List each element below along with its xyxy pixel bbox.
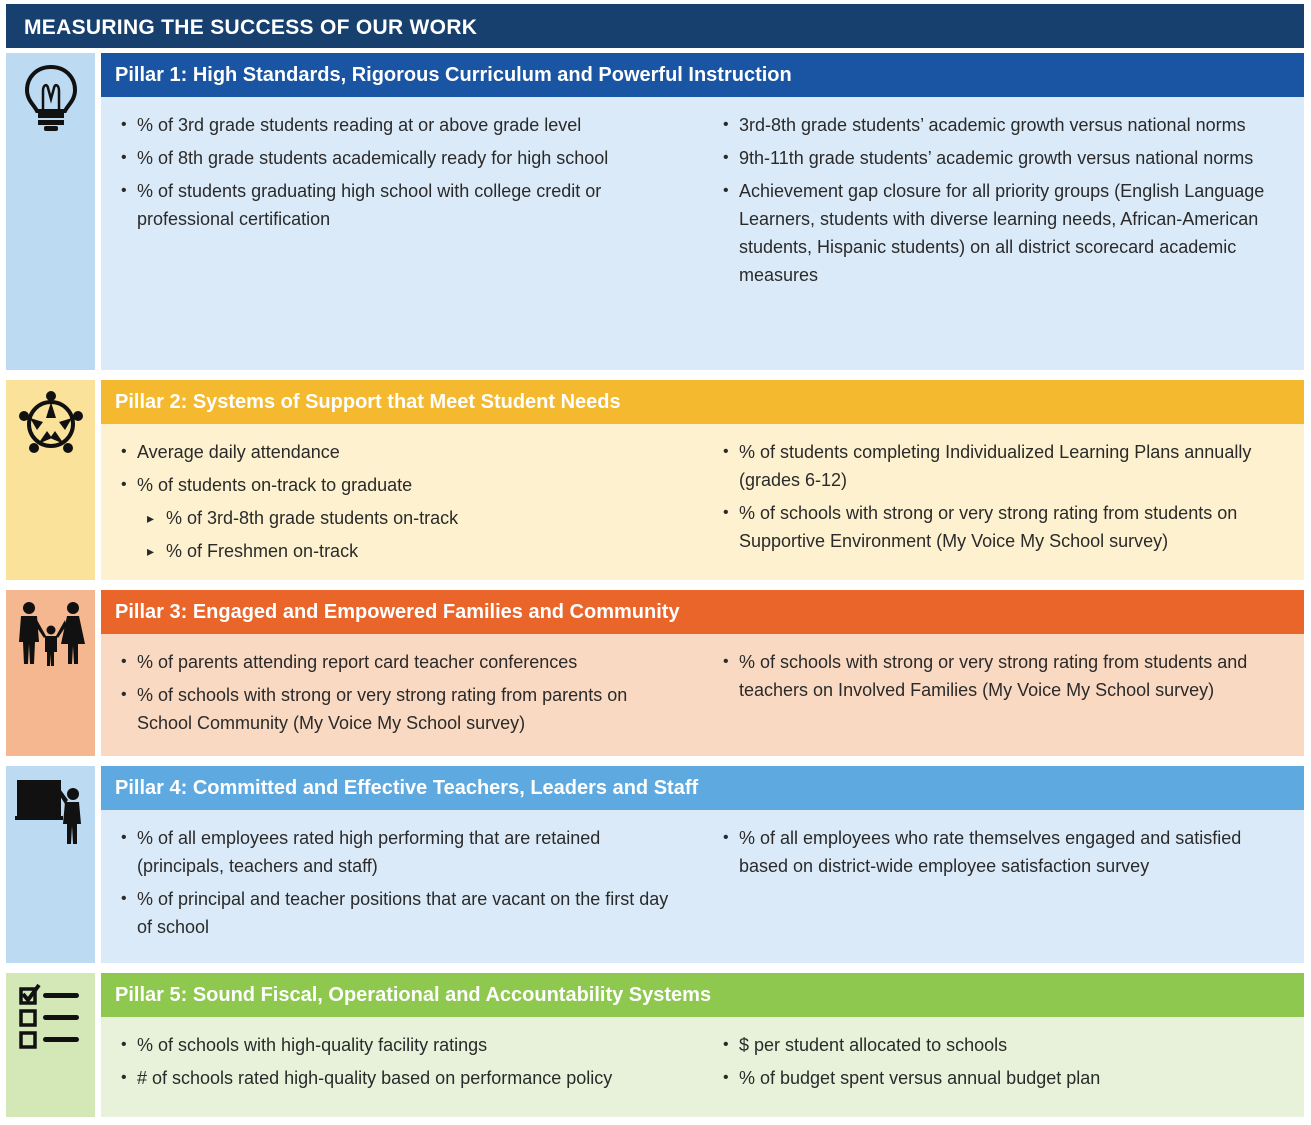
list-item: • Achievement gap closure for all priority groups (English Language Learners, students with diverse learning needs, African-American students, Hispanic students) on all district scorecard academic measures	[723, 177, 1293, 289]
list-item: • % of budget spent versus annual budget plan	[723, 1064, 1293, 1092]
pillar-3-section	[6, 590, 1304, 756]
list-item: • % of 8th grade students academically ready for high school	[121, 144, 681, 172]
list-item: • % of schools with strong or very strong rating from students and teachers on Involved Families (My Voice My School survey)	[723, 648, 1293, 704]
pillar-5-right-list	[723, 1031, 1293, 1097]
pillar-2-left-list	[121, 438, 681, 570]
lightbulb-icon	[15, 61, 87, 133]
list-item: • % of students on-track to graduate	[121, 471, 681, 499]
list-item: • % of 3rd grade students reading at or above grade level	[121, 111, 681, 139]
list-item: • % of all employees who rate themselves engaged and satisfied based on district-wide employee satisfaction survey	[723, 824, 1293, 880]
pillar-5-section	[6, 973, 1304, 1117]
pillar-5-body	[101, 1017, 1304, 1117]
pillar-2-icon-panel	[6, 380, 95, 580]
pillar-4-section	[6, 766, 1304, 963]
pillar-5-title: Pillar 5: Sound Fiscal, Operational and Accountability Systems	[101, 973, 1304, 1017]
pillar-4-title: Pillar 4: Committed and Effective Teachers, Leaders and Staff	[101, 766, 1304, 810]
pillar-1-left-list	[121, 111, 681, 238]
pillar-4-icon-panel	[6, 766, 95, 963]
list-item: • % of all employees rated high performing that are retained (principals, teachers and staff)	[121, 824, 681, 880]
pillar-3-title: Pillar 3: Engaged and Empowered Families and Community	[101, 590, 1304, 634]
pillar-3-body	[101, 634, 1304, 756]
people-circle-icon	[15, 388, 87, 460]
list-item: • # of schools rated high-quality based on performance policy	[121, 1064, 681, 1092]
pillar-2-body	[101, 424, 1304, 580]
pillar-1-section	[6, 53, 1304, 370]
list-item: • % of students completing Individualized Learning Plans annually (grades 6-12)	[723, 438, 1293, 494]
pillar-4-right-list	[723, 824, 1293, 885]
sub-list-item: ▸ % of 3rd-8th grade students on-track	[121, 504, 681, 532]
list-item: • % of schools with strong or very strong rating from parents on School Community (My Voice My School survey)	[121, 681, 681, 737]
pillar-4-body	[101, 810, 1304, 963]
list-item: • $ per student allocated to schools	[723, 1031, 1293, 1059]
checklist-icon	[15, 981, 87, 1053]
list-item: • % of principal and teacher positions that are vacant on the first day of school	[121, 885, 681, 941]
pillar-3-right-list	[723, 648, 1293, 709]
pillar-4-left-list	[121, 824, 681, 946]
family-icon	[15, 598, 87, 670]
list-item: • % of schools with high-quality facility ratings	[121, 1031, 681, 1059]
list-item: • Average daily attendance	[121, 438, 681, 466]
pillar-1-icon-panel	[6, 53, 95, 370]
pillar-2-section	[6, 380, 1304, 580]
pillar-1-right-list	[723, 111, 1293, 294]
pillar-1-body	[101, 97, 1304, 370]
list-item: • % of schools with strong or very strong rating from students on Supportive Environment (My Voice My School survey)	[723, 499, 1293, 555]
pillar-3-left-list	[121, 648, 681, 742]
list-item: • 9th-11th grade students’ academic growth versus national norms	[723, 144, 1293, 172]
pillar-1-title: Pillar 1: High Standards, Rigorous Curriculum and Powerful Instruction	[101, 53, 1304, 97]
pillar-5-left-list	[121, 1031, 681, 1097]
pillar-3-icon-panel	[6, 590, 95, 756]
list-item: • % of parents attending report card teacher conferences	[121, 648, 681, 676]
pillar-5-icon-panel	[6, 973, 95, 1117]
pillar-2-title: Pillar 2: Systems of Support that Meet Student Needs	[101, 380, 1304, 424]
sub-list-item: ▸ % of Freshmen on-track	[121, 537, 681, 565]
teacher-board-icon	[15, 774, 87, 846]
pillar-2-right-list	[723, 438, 1293, 560]
page-title: MEASURING THE SUCCESS OF OUR WORK	[6, 4, 1304, 48]
list-item: • % of students graduating high school with college credit or professional certification	[121, 177, 681, 233]
list-item: • 3rd-8th grade students’ academic growth versus national norms	[723, 111, 1293, 139]
